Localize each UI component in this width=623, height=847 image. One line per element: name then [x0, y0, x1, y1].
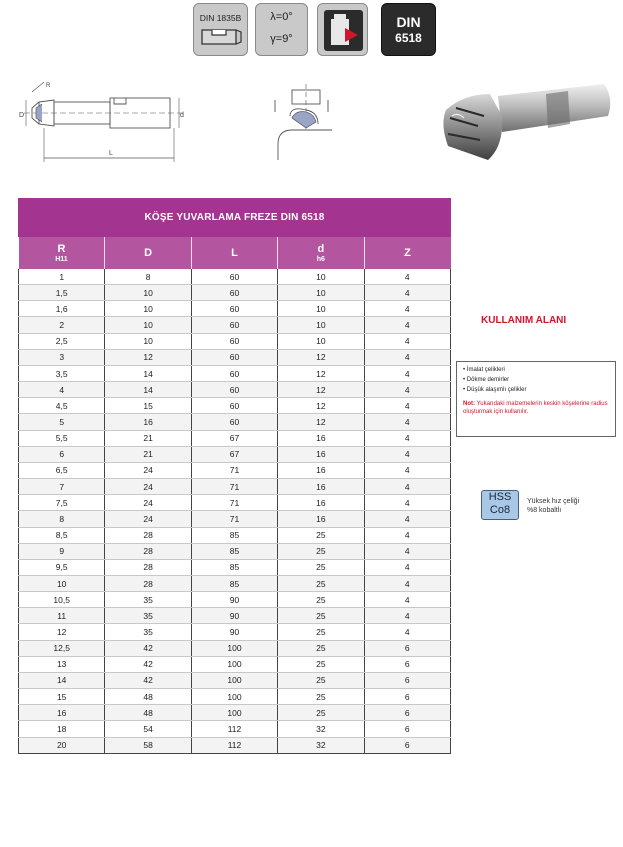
cell-d: 25 — [278, 672, 364, 688]
cell-Z: 4 — [364, 543, 450, 559]
cell-d: 12 — [278, 398, 364, 414]
cell-Z: 4 — [364, 269, 450, 285]
co8-label: Co8 — [489, 504, 511, 516]
usage-item: • Düşük alaşımlı çelikler — [463, 387, 527, 393]
table-row — [19, 672, 451, 688]
hss-label: HSS — [488, 491, 512, 503]
cell-d: 16 — [278, 462, 364, 478]
cell-Z: 4 — [364, 446, 450, 462]
usage-note-label: Not: — [463, 401, 475, 407]
cell-Z: 4 — [364, 462, 450, 478]
cell-L: 100 — [191, 656, 277, 672]
table-row — [19, 349, 451, 365]
cell-Z: 4 — [364, 317, 450, 333]
table-row — [19, 737, 451, 753]
cell-Z: 4 — [364, 333, 450, 349]
table-row — [19, 527, 451, 543]
cell-R: 6 — [19, 446, 105, 462]
cell-L: 112 — [191, 737, 277, 753]
cutting-angle-badge — [255, 3, 308, 56]
cell-R: 3 — [19, 349, 105, 365]
cell-D: 10 — [105, 317, 191, 333]
cell-d: 10 — [278, 301, 364, 317]
cell-L: 60 — [191, 317, 277, 333]
cell-D: 21 — [105, 446, 191, 462]
cell-d: 10 — [278, 317, 364, 333]
cell-R: 4 — [19, 382, 105, 398]
cell-L: 60 — [191, 333, 277, 349]
cell-Z: 4 — [364, 592, 450, 608]
table-row — [19, 705, 451, 721]
cell-L: 60 — [191, 285, 277, 301]
cell-R: 12,5 — [19, 640, 105, 656]
cell-Z: 4 — [364, 624, 450, 640]
cell-d: 25 — [278, 689, 364, 705]
cell-D: 16 — [105, 414, 191, 430]
material-tool-badge — [317, 3, 368, 56]
cell-L: 85 — [191, 527, 277, 543]
cell-R: 16 — [19, 705, 105, 721]
cell-d: 12 — [278, 414, 364, 430]
cell-L: 71 — [191, 495, 277, 511]
cell-L: 90 — [191, 624, 277, 640]
cell-L: 67 — [191, 446, 277, 462]
usage-title: KULLANIM ALANI — [481, 315, 567, 326]
cell-R: 20 — [19, 737, 105, 753]
cutter-dimension-drawing — [14, 78, 194, 170]
cell-D: 24 — [105, 479, 191, 495]
table-row — [19, 511, 451, 527]
table-row — [19, 624, 451, 640]
cell-D: 8 — [105, 269, 191, 285]
cell-D: 21 — [105, 430, 191, 446]
cell-Z: 4 — [364, 365, 450, 381]
cell-L: 90 — [191, 608, 277, 624]
table-row — [19, 285, 451, 301]
usage-item-text: İmalat çelikleri — [466, 367, 505, 373]
cell-Z: 6 — [364, 689, 450, 705]
table-row — [19, 721, 451, 737]
cell-L: 60 — [191, 301, 277, 317]
table-row — [19, 689, 451, 705]
cell-D: 28 — [105, 559, 191, 575]
hss-co8-badge — [481, 490, 519, 520]
usage-item-text: Düşük alaşımlı çelikler — [466, 387, 527, 393]
cell-R: 10,5 — [19, 592, 105, 608]
material-desc-line1: Yüksek hız çeliği — [527, 498, 580, 505]
usage-item-text: Dökme demirler — [466, 377, 510, 383]
cell-d: 25 — [278, 608, 364, 624]
material-desc-line2: %8 kobaltlı — [527, 507, 562, 514]
cell-L: 67 — [191, 430, 277, 446]
table-row — [19, 398, 451, 414]
table-row — [19, 430, 451, 446]
usage-box — [456, 361, 616, 437]
cell-Z: 4 — [364, 479, 450, 495]
table-header-row — [19, 237, 451, 269]
table-row — [19, 543, 451, 559]
cell-L: 60 — [191, 414, 277, 430]
cell-Z: 4 — [364, 559, 450, 575]
drawing-label-d: d — [180, 112, 184, 119]
cell-D: 35 — [105, 608, 191, 624]
cell-d: 25 — [278, 656, 364, 672]
din-6518-badge — [381, 3, 436, 56]
cell-L: 60 — [191, 349, 277, 365]
cell-R: 18 — [19, 721, 105, 737]
cell-R: 1,5 — [19, 285, 105, 301]
cell-R: 7,5 — [19, 495, 105, 511]
cell-L: 60 — [191, 398, 277, 414]
cell-d: 16 — [278, 479, 364, 495]
table-row — [19, 479, 451, 495]
cell-D: 48 — [105, 689, 191, 705]
cell-D: 15 — [105, 398, 191, 414]
table-row — [19, 382, 451, 398]
cell-Z: 4 — [364, 285, 450, 301]
cell-L: 60 — [191, 269, 277, 285]
cell-Z: 6 — [364, 737, 450, 753]
header-Z-main: Z — [404, 246, 411, 259]
usage-note — [463, 400, 609, 416]
table-row — [19, 414, 451, 430]
cell-R: 9,5 — [19, 559, 105, 575]
tool-material-icon — [318, 4, 369, 57]
cell-L: 71 — [191, 479, 277, 495]
header-D — [105, 237, 191, 269]
cell-Z: 4 — [364, 527, 450, 543]
cell-R: 2,5 — [19, 333, 105, 349]
cell-L: 85 — [191, 543, 277, 559]
cutter-dimension-table — [18, 198, 451, 754]
gamma-angle: γ=9° — [270, 33, 293, 45]
cell-Z: 4 — [364, 575, 450, 591]
cell-L: 100 — [191, 689, 277, 705]
cell-R: 1,6 — [19, 301, 105, 317]
cell-Z: 4 — [364, 414, 450, 430]
cell-L: 71 — [191, 511, 277, 527]
cell-L: 100 — [191, 672, 277, 688]
cell-D: 28 — [105, 575, 191, 591]
cell-R: 10 — [19, 575, 105, 591]
table-row — [19, 640, 451, 656]
cell-d: 12 — [278, 382, 364, 398]
cell-L: 85 — [191, 575, 277, 591]
table-row — [19, 317, 451, 333]
cell-d: 25 — [278, 640, 364, 656]
cell-D: 42 — [105, 640, 191, 656]
cell-D: 14 — [105, 365, 191, 381]
header-R-sub: H11 — [55, 255, 68, 263]
drawing-label-D: D — [19, 112, 25, 119]
cell-D: 54 — [105, 721, 191, 737]
table-title: KÖŞE YUVARLAMA FREZE DIN 6518 — [18, 198, 451, 237]
cell-D: 58 — [105, 737, 191, 753]
cell-D: 24 — [105, 495, 191, 511]
cell-R: 15 — [19, 689, 105, 705]
cell-D: 24 — [105, 511, 191, 527]
table-row — [19, 365, 451, 381]
cell-D: 48 — [105, 705, 191, 721]
cell-D: 10 — [105, 301, 191, 317]
weldon-shank-icon — [194, 4, 249, 57]
cell-d: 25 — [278, 624, 364, 640]
cell-Z: 6 — [364, 656, 450, 672]
cell-D: 24 — [105, 462, 191, 478]
usage-item: • İmalat çelikleri — [463, 367, 505, 373]
cell-Z: 6 — [364, 672, 450, 688]
cell-R: 3,5 — [19, 365, 105, 381]
cell-d: 16 — [278, 495, 364, 511]
cell-D: 28 — [105, 527, 191, 543]
cell-R: 8,5 — [19, 527, 105, 543]
cell-D: 42 — [105, 672, 191, 688]
cell-d: 10 — [278, 285, 364, 301]
cell-L: 100 — [191, 640, 277, 656]
table-row — [19, 446, 451, 462]
drawing-label-R: R — [46, 83, 51, 89]
header-L — [191, 237, 277, 269]
cell-Z: 4 — [364, 495, 450, 511]
cell-R: 5,5 — [19, 430, 105, 446]
cell-R: 2 — [19, 317, 105, 333]
cell-R: 1 — [19, 269, 105, 285]
cell-L: 100 — [191, 705, 277, 721]
cell-D: 28 — [105, 543, 191, 559]
header-Z — [364, 237, 450, 269]
cell-d: 32 — [278, 721, 364, 737]
cell-D: 10 — [105, 285, 191, 301]
cell-d: 25 — [278, 705, 364, 721]
cell-Z: 4 — [364, 301, 450, 317]
table-row — [19, 608, 451, 624]
cell-d: 12 — [278, 365, 364, 381]
dimension-table-grid — [18, 237, 451, 754]
cell-R: 14 — [19, 672, 105, 688]
cell-L: 71 — [191, 462, 277, 478]
cell-Z: 4 — [364, 430, 450, 446]
lambda-angle: λ=0° — [270, 11, 293, 23]
cell-L: 112 — [191, 721, 277, 737]
cell-Z: 6 — [364, 721, 450, 737]
cell-L: 85 — [191, 559, 277, 575]
cell-d: 32 — [278, 737, 364, 753]
table-row — [19, 495, 451, 511]
usage-note-text: Yukarıdaki malzemelerin keskin köşelerine radius oluşturmak için kullanılır. — [463, 401, 608, 415]
cell-R: 13 — [19, 656, 105, 672]
din-1835b-label: DIN 1835B — [199, 13, 242, 23]
cell-Z: 6 — [364, 640, 450, 656]
cell-Z: 4 — [364, 349, 450, 365]
cell-d: 25 — [278, 527, 364, 543]
table-body — [19, 269, 451, 753]
cell-R: 8 — [19, 511, 105, 527]
cell-Z: 6 — [364, 705, 450, 721]
cell-R: 7 — [19, 479, 105, 495]
cell-Z: 4 — [364, 382, 450, 398]
cell-d: 25 — [278, 575, 364, 591]
cell-R: 5 — [19, 414, 105, 430]
table-row — [19, 301, 451, 317]
table-row — [19, 269, 451, 285]
table-row — [19, 575, 451, 591]
din-number: 6518 — [395, 31, 422, 45]
cell-L: 60 — [191, 365, 277, 381]
cell-L: 90 — [191, 592, 277, 608]
cell-Z: 4 — [364, 398, 450, 414]
table-row — [19, 656, 451, 672]
cell-D: 35 — [105, 592, 191, 608]
header-R — [19, 237, 105, 269]
cell-D: 42 — [105, 656, 191, 672]
radius-detail-drawing — [270, 82, 340, 162]
cell-d: 25 — [278, 592, 364, 608]
table-row — [19, 462, 451, 478]
cell-D: 14 — [105, 382, 191, 398]
din-label: DIN — [396, 14, 421, 30]
cell-Z: 4 — [364, 608, 450, 624]
cell-d: 25 — [278, 543, 364, 559]
cell-d: 16 — [278, 430, 364, 446]
cell-d: 10 — [278, 333, 364, 349]
cell-d: 12 — [278, 349, 364, 365]
cell-D: 12 — [105, 349, 191, 365]
header-R-main: R — [57, 242, 66, 255]
header-d — [278, 237, 364, 269]
din-1835b-shank-badge — [193, 3, 248, 56]
material-description — [527, 497, 579, 515]
cell-R: 12 — [19, 624, 105, 640]
header-d-sub: h6 — [316, 255, 325, 263]
header-d-main: d — [317, 242, 325, 255]
cell-R: 4,5 — [19, 398, 105, 414]
cell-d: 16 — [278, 511, 364, 527]
header-D-main: D — [144, 246, 153, 259]
cell-R: 6,5 — [19, 462, 105, 478]
cell-R: 9 — [19, 543, 105, 559]
cell-L: 60 — [191, 382, 277, 398]
header-L-main: L — [231, 246, 238, 259]
cell-D: 35 — [105, 624, 191, 640]
corner-rounding-cutter-image — [428, 76, 618, 176]
table-row — [19, 333, 451, 349]
cell-Z: 4 — [364, 511, 450, 527]
cell-d: 25 — [278, 559, 364, 575]
cell-d: 16 — [278, 446, 364, 462]
drawing-label-L: L — [109, 150, 113, 157]
usage-item: • Dökme demirler — [463, 377, 510, 383]
table-row — [19, 559, 451, 575]
table-row — [19, 592, 451, 608]
cell-R: 11 — [19, 608, 105, 624]
cell-D: 10 — [105, 333, 191, 349]
cell-d: 10 — [278, 269, 364, 285]
